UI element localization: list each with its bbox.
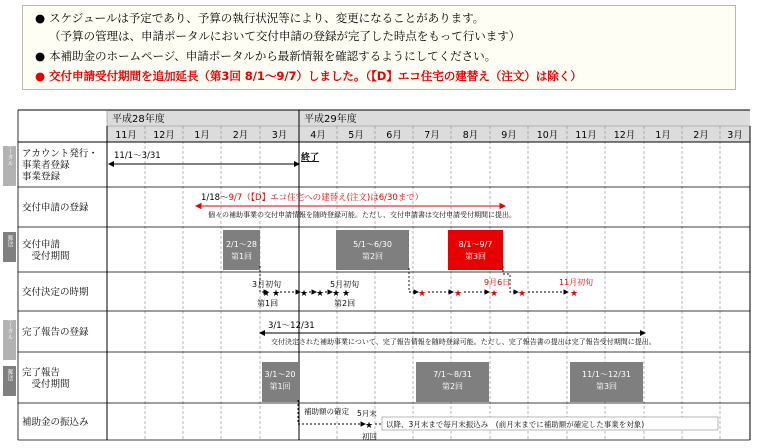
row-label: 完了報告 (22, 367, 61, 379)
row-label: 完了報告の登録 (22, 327, 89, 338)
app-period-1 (223, 230, 260, 270)
decision-star-2a: ★ (300, 289, 309, 299)
month-label: 9月 (501, 130, 517, 141)
app-period-1-dates: 2/1～28 (225, 240, 258, 249)
month-label: 6月 (386, 130, 402, 141)
payment-note: 以降、3月末まで毎月末振込み (前月末までに補助額が確定した事業を対象) (386, 420, 645, 429)
row-label: 事業者登録 (22, 160, 70, 171)
month-label: 10月 (536, 130, 559, 141)
decision-star-2b: ★ (316, 289, 325, 299)
month-label: 12月 (613, 130, 636, 141)
comp-period-1-round: 第1回 (269, 382, 291, 391)
completion-reg-period: 3/1～12/31 (268, 321, 315, 331)
comp-period-3-dates: 11/1～12/31 (581, 370, 632, 379)
app-reg-note: 個々の補助事業の交付申請情報を随時登録可能。ただし、交付申請書は交付申請受付期間に提出。 (208, 211, 516, 219)
month-label: 8月 (462, 130, 479, 141)
payment-first: 初回 (362, 432, 377, 441)
month-label: 2月 (693, 130, 709, 141)
row-label: 受付期間 (22, 250, 70, 262)
app-period-3-dates: 8/1～9/7 (458, 240, 493, 249)
decision-star-4b: ★ (570, 289, 579, 299)
month-label: 11月 (575, 130, 597, 141)
app-period-2 (336, 230, 409, 270)
comp-period-3-round: 第3回 (595, 382, 618, 391)
decision-star-3b: ★ (454, 289, 463, 299)
comp-period-1-dates: 3/1～20 (264, 370, 296, 379)
payment-month-end: 5月末 (357, 409, 377, 418)
app-period-3 (448, 230, 503, 270)
mail-label-2: 郵送 (6, 369, 13, 381)
year-label-h28: 平成28年度 (112, 114, 165, 125)
notice-line-1: ● スケジュールは予定であり、予算の執行状況等により、変更になることがあります。 (35, 11, 485, 25)
mail-label-1: 郵送 (6, 235, 13, 247)
row-label: 交付申請の登録 (22, 202, 89, 214)
month-label: 1月 (194, 130, 210, 141)
decision-star-1b: ★ (272, 289, 281, 299)
row-label: 補助金の振込み (22, 417, 89, 428)
account-end: 終了 (301, 153, 320, 163)
decision-star-3a: ★ (418, 289, 427, 299)
notice-line-4: ● 交付申請受付期間を追加延長（第3回 8/1～9/7）しました。（【D】エコ住宅の建替え（注文）は除く） (35, 69, 582, 83)
app-reg-period: 1/18～9/7（【D】エコ住宅への建替え(注文)は6/30まで） (201, 193, 424, 203)
decision-date-4: 11月初旬 (559, 278, 594, 287)
row-label: 事業登録 (22, 171, 61, 183)
decision-star-4a: ★ (518, 289, 527, 299)
month-label: 12月 (153, 130, 175, 141)
account-period: 11/1～3/31 (114, 151, 161, 161)
decision-date-2: 5月初旬 (330, 280, 360, 289)
decision-star-1a: ★ (262, 289, 271, 299)
portal-label-1: ポータル (6, 142, 13, 166)
decision-star-3c: ★ (490, 289, 499, 299)
payment-star-mark: ★ (365, 421, 374, 431)
decision-round-2: 第2回 (334, 299, 356, 308)
completion-reg-note: 交付決定された補助事業について、完了報告情報を随時登録可能。ただし、完了報告書の提出は完了報告受付期間に提出。 (271, 338, 656, 346)
month-label: 4月 (310, 130, 326, 141)
month-label: 5月 (348, 130, 364, 141)
month-label: 1月 (655, 130, 671, 141)
portal-label-2: ポータル (6, 316, 13, 340)
month-label: 7月 (424, 130, 440, 141)
row-label: 受付期間 (22, 378, 70, 390)
decision-star-2c: ★ (332, 289, 341, 299)
year-label-h29: 平成29年度 (304, 114, 357, 125)
month-label: 3月 (727, 130, 743, 141)
decision-round-1: 第1回 (257, 299, 279, 308)
payment-confirm: 補助額の確定 (304, 407, 349, 416)
app-period-1-round: 第1回 (230, 252, 253, 261)
row-label: アカウント発行・ (22, 148, 98, 160)
comp-period-2-dates: 7/1～8/31 (433, 370, 472, 379)
app-period-2-dates: 5/1～6/30 (353, 240, 392, 249)
row-label: 交付申請 (22, 239, 61, 251)
decision-date-3: 9月6日 (484, 278, 511, 287)
notice-line-3: ● 本補助金のホームページ、申請ポータルから最新情報を確認するようにしてください。 (35, 49, 497, 63)
decision-star-2d: ★ (342, 289, 351, 299)
comp-period-2-round: 第2回 (441, 382, 464, 391)
app-period-3-round: 第3回 (464, 252, 487, 261)
month-label: 11月 (115, 130, 137, 141)
month-label: 3月 (271, 130, 288, 141)
decision-date-1: 3月初旬 (252, 280, 282, 289)
notice-line-2: （予算の管理は、申請ポータルにおいて交付申請の登録が完了した時点をもって行います） (49, 29, 521, 43)
app-period-2-round: 第2回 (361, 252, 384, 261)
month-label: 2月 (232, 130, 249, 141)
row-label: 交付決定の時期 (22, 287, 89, 298)
